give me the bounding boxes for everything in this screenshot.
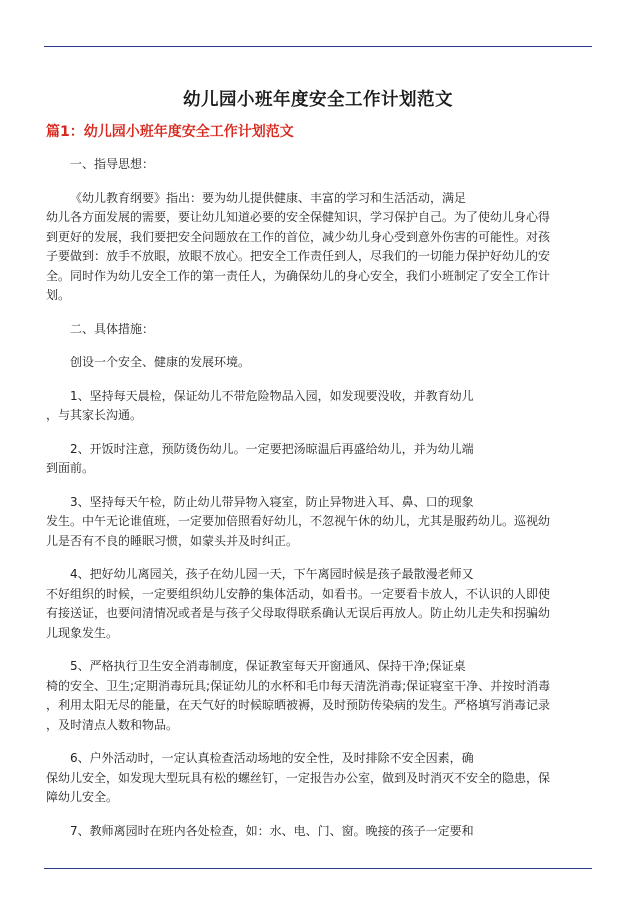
paragraph-line: ，与其家长沟通。 [46, 408, 143, 422]
paragraph-line: 到更好的发展，我们要把安全问题放在工作的首位，减少幼儿身心受到意外伤害的可能性。对孩 [46, 229, 551, 244]
paragraph [46, 353, 594, 373]
paragraph-line: 椅的安全、卫生;定期消毒玩具;保证幼儿的水杯和毛巾每天清洗消毒;保证寝室干净、并按时消毒 [46, 678, 551, 693]
paragraph-line: 划。 [46, 288, 71, 302]
paragraph-line: ，利用太阳无尽的能量，在天气好的时候晾晒被褥，及时预防传染病的发生。严格填写消毒记录 [46, 698, 551, 712]
paragraph-line: 6、户外活动时，一定认真检查活动场地的安全性，及时排除不安全因素，确 [70, 751, 474, 765]
paragraph [46, 565, 594, 643]
paragraph [46, 189, 594, 306]
paragraph-line: 4、把好幼儿离园关，孩子在幼儿园一天，下午离园时候是孩子最散漫老师又 [70, 567, 474, 581]
paragraph-line: 2、开饭时注意，预防烫伤幼儿。一定要把汤晾温后再盛给幼儿，并为幼儿端 [70, 441, 474, 456]
paragraph [46, 387, 594, 426]
paragraph-line: 不好组织的时候，一定要组织幼儿安静的集体活动，如看书。一定要看卡放人，不认识的人即使 [46, 586, 551, 601]
bottom-rule [44, 868, 592, 869]
paragraph [46, 155, 594, 175]
paragraph-line: 保幼儿安全，如发现大型玩具有松的螺丝钉，一定报告办公室，做到及时消灭不安全的隐患，保 [46, 770, 551, 785]
paragraph-line: 二、具体措施： [70, 321, 155, 336]
paragraph-line: 一、指导思想： [70, 157, 155, 171]
document-body [46, 155, 594, 855]
paragraph [46, 749, 594, 808]
paragraph-line: 幼儿各方面发展的需要，要让幼儿知道必要的安全保健知识，学习保护自己。为了使幼儿身心得 [46, 210, 551, 224]
top-rule [44, 46, 592, 47]
paragraph-line: 《幼儿教育纲要》指出：要为幼儿提供健康、丰富的学习和生活活动，满足 [70, 190, 467, 205]
paragraph-line: 5、严格执行卫生安全消毒制度，保证教室每天开窗通风、保持干净;保证桌 [70, 659, 466, 673]
paragraph [46, 493, 594, 552]
paragraph [46, 320, 594, 340]
paragraph-line: ，及时清点人数和物品。 [46, 717, 179, 732]
paragraph-line: 儿是否有不良的睡眠习惯，如蒙头并及时纠正。 [46, 533, 299, 548]
paragraph-line: 发生。中午无论谁值班，一定要加倍照看好幼儿，不忽视午休的幼儿，尤其是服药幼儿。巡视幼 [46, 514, 551, 528]
paragraph-line: 3、坚持每天午检，防止幼儿带异物入寝室，防止异物进入耳、鼻、口的现象 [70, 494, 474, 509]
paragraph [46, 440, 594, 479]
paragraph-line: 1、坚持每天晨检，保证幼儿不带危险物品入园，如发现要没收，并教育幼儿 [70, 388, 474, 403]
paragraph-line: 障幼儿安全。 [46, 790, 119, 804]
paragraph-line: 有接送证，也要问清情况或者是与孩子父母取得联系确认无误后再放人。防止幼儿走失和拐骗幼 [46, 606, 551, 620]
section-heading: 篇1：幼儿园小班年度安全工作计划范文 [46, 124, 294, 140]
paragraph-line: 7、教师离园时在班内各处检查，如：水、电、门、窗。晚接的孩子一定要和 [70, 823, 474, 838]
document-title: 幼儿园小班年度安全工作计划范文 [183, 90, 453, 110]
paragraph [46, 657, 594, 735]
paragraph-line: 到面前。 [46, 461, 95, 475]
paragraph-line: 子要做到：放手不放眼，放眼不放心。把安全工作责任到人，尽我们的一切能力保护好幼儿的安 [46, 249, 551, 263]
paragraph-line: 儿现象发生。 [46, 625, 119, 640]
paragraph-line: 创设一个安全、健康的发展环境。 [70, 355, 251, 369]
paragraph-line: 全。同时作为幼儿安全工作的第一责任人，为确保幼儿的身心安全，我们小班制定了安全工作计 [46, 268, 551, 283]
paragraph [46, 822, 594, 842]
